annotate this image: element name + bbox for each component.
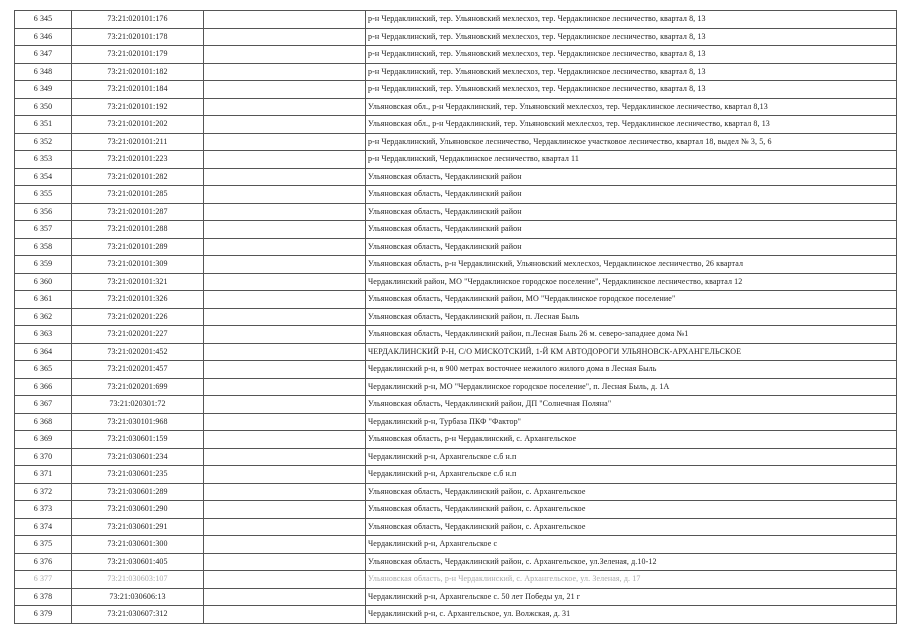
table-row — [15, 81, 897, 99]
empty-cell — [204, 203, 366, 221]
table-row — [15, 396, 897, 414]
address-cell: Ульяновская область, Чердаклинский район, ДП "Солнечная Поляна" — [366, 396, 897, 414]
address-cell: Чердаклинский р-н, Турбаза ПКФ "Фактор" — [366, 413, 897, 431]
row-number-cell: 6 355 — [15, 186, 72, 204]
cadastral-number-cell: 73:21:020101:326 — [72, 291, 204, 309]
row-number-cell: 6 365 — [15, 361, 72, 379]
empty-cell — [204, 256, 366, 274]
row-number-cell: 6 369 — [15, 431, 72, 449]
empty-cell — [204, 536, 366, 554]
address-cell: Ульяновская область, Чердаклинский район — [366, 221, 897, 239]
address-cell: Ульяновская область, р-н Чердаклинский, с. Архангельское — [366, 431, 897, 449]
address-cell: Ульяновская область, Чердаклинский район — [366, 203, 897, 221]
table-row — [15, 536, 897, 554]
address-cell: р-н Чердаклинский, тер. Ульяновский мехлесхоз, тер. Чердаклинское лесничество, квартал 8, 13 — [366, 81, 897, 99]
row-number-cell: 6 364 — [15, 343, 72, 361]
table-row — [15, 116, 897, 134]
address-cell: Чердаклинский р-н, с. Архангельское, ул. Волжская, д. 31 — [366, 606, 897, 624]
empty-cell — [204, 81, 366, 99]
cadastral-number-cell: 73:21:020201:452 — [72, 343, 204, 361]
cadastral-number-cell: 73:21:020201:699 — [72, 378, 204, 396]
table-row — [15, 378, 897, 396]
table-row — [15, 63, 897, 81]
address-cell: Ульяновская область, р-н Чердаклинский, с. Архангельское, ул. Зеленая, д. 17 — [366, 571, 897, 589]
cadastral-number-cell: 73:21:030601:159 — [72, 431, 204, 449]
address-cell: Ульяновская обл., р-н Чердаклинский, тер. Ульяновский мехлесхоз, тер. Чердаклинское лесничество, квартал 8, 13 — [366, 116, 897, 134]
cadastral-number-cell: 73:21:020101:223 — [72, 151, 204, 169]
empty-cell — [204, 518, 366, 536]
empty-cell — [204, 291, 366, 309]
row-number-cell: 6 356 — [15, 203, 72, 221]
table-row — [15, 553, 897, 571]
cadastral-number-cell: 73:21:030603:107 — [72, 571, 204, 589]
cadastral-number-cell: 73:21:020101:321 — [72, 273, 204, 291]
cadastral-number-cell: 73:21:020101:202 — [72, 116, 204, 134]
table-row — [15, 28, 897, 46]
address-cell: Ульяновская обл., р-н Чердаклинский, тер. Ульяновский мехлесхоз, тер. Чердаклинское лесничество, квартал 8,13 — [366, 98, 897, 116]
address-cell: Чердаклинский р-н, Архангельское с.б н.п — [366, 448, 897, 466]
row-number-cell: 6 371 — [15, 466, 72, 484]
address-cell: р-н Чердаклинский, тер. Ульяновский мехлесхоз, тер. Чердаклинское лесничество, квартал 8, 13 — [366, 63, 897, 81]
empty-cell — [204, 431, 366, 449]
table-row — [15, 273, 897, 291]
cadastral-number-cell: 73:21:020101:282 — [72, 168, 204, 186]
empty-cell — [204, 361, 366, 379]
cadastral-number-cell: 73:21:020201:226 — [72, 308, 204, 326]
address-cell: ЧЕРДАКЛИНСКИЙ Р-Н, С/О МИСКОТСКИЙ, 1-Й КМ АВТОДОРОГИ УЛЬЯНОВСК-АРХАНГЕЛЬСКОЕ — [366, 343, 897, 361]
row-number-cell: 6 359 — [15, 256, 72, 274]
empty-cell — [204, 238, 366, 256]
empty-cell — [204, 168, 366, 186]
address-cell: Ульяновская область, Чердаклинский район, п.Лесная Быль 26 м. северо-западнее дома №1 — [366, 326, 897, 344]
table-row — [15, 168, 897, 186]
row-number-cell: 6 361 — [15, 291, 72, 309]
empty-cell — [204, 273, 366, 291]
empty-cell — [204, 116, 366, 134]
cadastral-number-cell: 73:21:020101:289 — [72, 238, 204, 256]
cadastral-number-cell: 73:21:030101:968 — [72, 413, 204, 431]
cadastral-number-cell: 73:21:030601:291 — [72, 518, 204, 536]
cadastral-number-cell: 73:21:020301:72 — [72, 396, 204, 414]
cadastral-number-cell: 73:21:030601:289 — [72, 483, 204, 501]
cadastral-number-cell: 73:21:020101:182 — [72, 63, 204, 81]
empty-cell — [204, 588, 366, 606]
empty-cell — [204, 133, 366, 151]
address-cell: Чердаклинский р-н, МО "Чердаклинское городское поселение", п. Лесная Быль, д. 1А — [366, 378, 897, 396]
address-cell: Ульяновская область, Чердаклинский район, п. Лесная Быль — [366, 308, 897, 326]
row-number-cell: 6 370 — [15, 448, 72, 466]
table-row — [15, 413, 897, 431]
table-row — [15, 238, 897, 256]
cadastral-number-cell: 73:21:030601:290 — [72, 501, 204, 519]
address-cell: Ульяновская область, Чердаклинский район — [366, 238, 897, 256]
empty-cell — [204, 221, 366, 239]
table-row — [15, 133, 897, 151]
address-cell: Ульяновская область, Чердаклинский район, с. Архангельское — [366, 501, 897, 519]
cadastral-number-cell: 73:21:020101:211 — [72, 133, 204, 151]
row-number-cell: 6 360 — [15, 273, 72, 291]
table-row — [15, 203, 897, 221]
cadastral-number-cell: 73:21:020201:457 — [72, 361, 204, 379]
cadastral-number-cell: 73:21:030606:13 — [72, 588, 204, 606]
table-row — [15, 98, 897, 116]
address-cell: Ульяновская область, Чердаклинский район — [366, 168, 897, 186]
table-row — [15, 151, 897, 169]
registry-table — [14, 10, 897, 624]
row-number-cell: 6 363 — [15, 326, 72, 344]
table-row — [15, 343, 897, 361]
cadastral-number-cell: 73:21:020201:227 — [72, 326, 204, 344]
empty-cell — [204, 63, 366, 81]
row-number-cell: 6 350 — [15, 98, 72, 116]
empty-cell — [204, 413, 366, 431]
address-cell: р-н Чердаклинский, тер. Ульяновский мехлесхоз, тер. Чердаклинское лесничество, квартал 8, 13 — [366, 28, 897, 46]
address-cell: Чердаклинский р-н, Архангельское с.б н.п — [366, 466, 897, 484]
table-row — [15, 571, 897, 589]
row-number-cell: 6 345 — [15, 11, 72, 29]
empty-cell — [204, 501, 366, 519]
empty-cell — [204, 571, 366, 589]
empty-cell — [204, 308, 366, 326]
row-number-cell: 6 367 — [15, 396, 72, 414]
empty-cell — [204, 466, 366, 484]
empty-cell — [204, 186, 366, 204]
row-number-cell: 6 368 — [15, 413, 72, 431]
cadastral-number-cell: 73:21:020101:288 — [72, 221, 204, 239]
empty-cell — [204, 326, 366, 344]
cadastral-number-cell: 73:21:030601:405 — [72, 553, 204, 571]
address-cell: Ульяновская область, р-н Чердаклинский, Ульяновский мехлесхоз, Чердаклинское лесничество, 26 квартал — [366, 256, 897, 274]
empty-cell — [204, 483, 366, 501]
table-row — [15, 291, 897, 309]
empty-cell — [204, 378, 366, 396]
address-cell: Ульяновская область, Чердаклинский район, с. Архангельское — [366, 483, 897, 501]
address-cell: Ульяновская область, Чердаклинский район — [366, 186, 897, 204]
table-row — [15, 256, 897, 274]
empty-cell — [204, 606, 366, 624]
table-row — [15, 46, 897, 64]
cadastral-number-cell: 73:21:030601:234 — [72, 448, 204, 466]
address-cell: Чердаклинский р-н, Архангельское с. 50 лет Победы ул, 21 г — [366, 588, 897, 606]
row-number-cell: 6 373 — [15, 501, 72, 519]
row-number-cell: 6 377 — [15, 571, 72, 589]
cadastral-number-cell: 73:21:020101:309 — [72, 256, 204, 274]
address-cell: Ульяновская область, Чердаклинский район, с. Архангельское — [366, 518, 897, 536]
row-number-cell: 6 357 — [15, 221, 72, 239]
address-cell: Ульяновская область, Чердаклинский район, с. Архангельское, ул.Зеленая, д.10-12 — [366, 553, 897, 571]
empty-cell — [204, 98, 366, 116]
cadastral-number-cell: 73:21:020101:179 — [72, 46, 204, 64]
row-number-cell: 6 353 — [15, 151, 72, 169]
empty-cell — [204, 553, 366, 571]
cadastral-number-cell: 73:21:030607:312 — [72, 606, 204, 624]
cadastral-number-cell: 73:21:020101:287 — [72, 203, 204, 221]
table-row — [15, 308, 897, 326]
row-number-cell: 6 348 — [15, 63, 72, 81]
cadastral-number-cell: 73:21:030601:300 — [72, 536, 204, 554]
table-row — [15, 431, 897, 449]
row-number-cell: 6 376 — [15, 553, 72, 571]
row-number-cell: 6 375 — [15, 536, 72, 554]
address-cell: Чердаклинский р-н, Архангельское с — [366, 536, 897, 554]
address-cell: р-н Чердаклинский, тер. Ульяновский мехлесхоз, тер. Чердаклинское лесничество, квартал 8, 13 — [366, 46, 897, 64]
address-cell: р-н Чердаклинский, Чердаклинское лесничество, квартал 11 — [366, 151, 897, 169]
empty-cell — [204, 151, 366, 169]
cadastral-number-cell: 73:21:020101:192 — [72, 98, 204, 116]
address-cell: Чердаклинский р-н, в 900 метрах восточнее нежилого жилого дома в Лесная Быль — [366, 361, 897, 379]
empty-cell — [204, 448, 366, 466]
row-number-cell: 6 347 — [15, 46, 72, 64]
table-row — [15, 606, 897, 624]
row-number-cell: 6 354 — [15, 168, 72, 186]
row-number-cell: 6 349 — [15, 81, 72, 99]
row-number-cell: 6 362 — [15, 308, 72, 326]
row-number-cell: 6 366 — [15, 378, 72, 396]
row-number-cell: 6 378 — [15, 588, 72, 606]
table-row — [15, 221, 897, 239]
empty-cell — [204, 396, 366, 414]
cadastral-number-cell: 73:21:030601:235 — [72, 466, 204, 484]
cadastral-number-cell: 73:21:020101:184 — [72, 81, 204, 99]
row-number-cell: 6 346 — [15, 28, 72, 46]
table-row — [15, 518, 897, 536]
address-cell: р-н Чердаклинский, Ульяновское лесничество, Чердаклинское участковое лесничество, квартал 18, выдел № 3, 5, 6 — [366, 133, 897, 151]
address-cell: Ульяновская область, Чердаклинский район, МО "Чердаклинское городское поселение" — [366, 291, 897, 309]
registry-table-body — [15, 11, 897, 624]
row-number-cell: 6 379 — [15, 606, 72, 624]
address-cell: р-н Чердаклинский, тер. Ульяновский мехлесхоз, тер. Чердаклинское лесничество, квартал 8, 13 — [366, 11, 897, 29]
table-row — [15, 186, 897, 204]
row-number-cell: 6 372 — [15, 483, 72, 501]
table-row — [15, 501, 897, 519]
cadastral-number-cell: 73:21:020101:178 — [72, 28, 204, 46]
row-number-cell: 6 374 — [15, 518, 72, 536]
address-cell: Чердаклинский район, МО "Чердаклинское городское поселение", Чердаклинское лесничество, квартал 12 — [366, 273, 897, 291]
table-row — [15, 483, 897, 501]
row-number-cell: 6 358 — [15, 238, 72, 256]
table-row — [15, 466, 897, 484]
empty-cell — [204, 11, 366, 29]
table-row — [15, 448, 897, 466]
table-row — [15, 588, 897, 606]
empty-cell — [204, 46, 366, 64]
table-row — [15, 326, 897, 344]
registry-sheet — [14, 10, 896, 624]
table-row — [15, 361, 897, 379]
cadastral-number-cell: 73:21:020101:285 — [72, 186, 204, 204]
table-row — [15, 11, 897, 29]
empty-cell — [204, 28, 366, 46]
empty-cell — [204, 343, 366, 361]
cadastral-number-cell: 73:21:020101:176 — [72, 11, 204, 29]
row-number-cell: 6 351 — [15, 116, 72, 134]
row-number-cell: 6 352 — [15, 133, 72, 151]
